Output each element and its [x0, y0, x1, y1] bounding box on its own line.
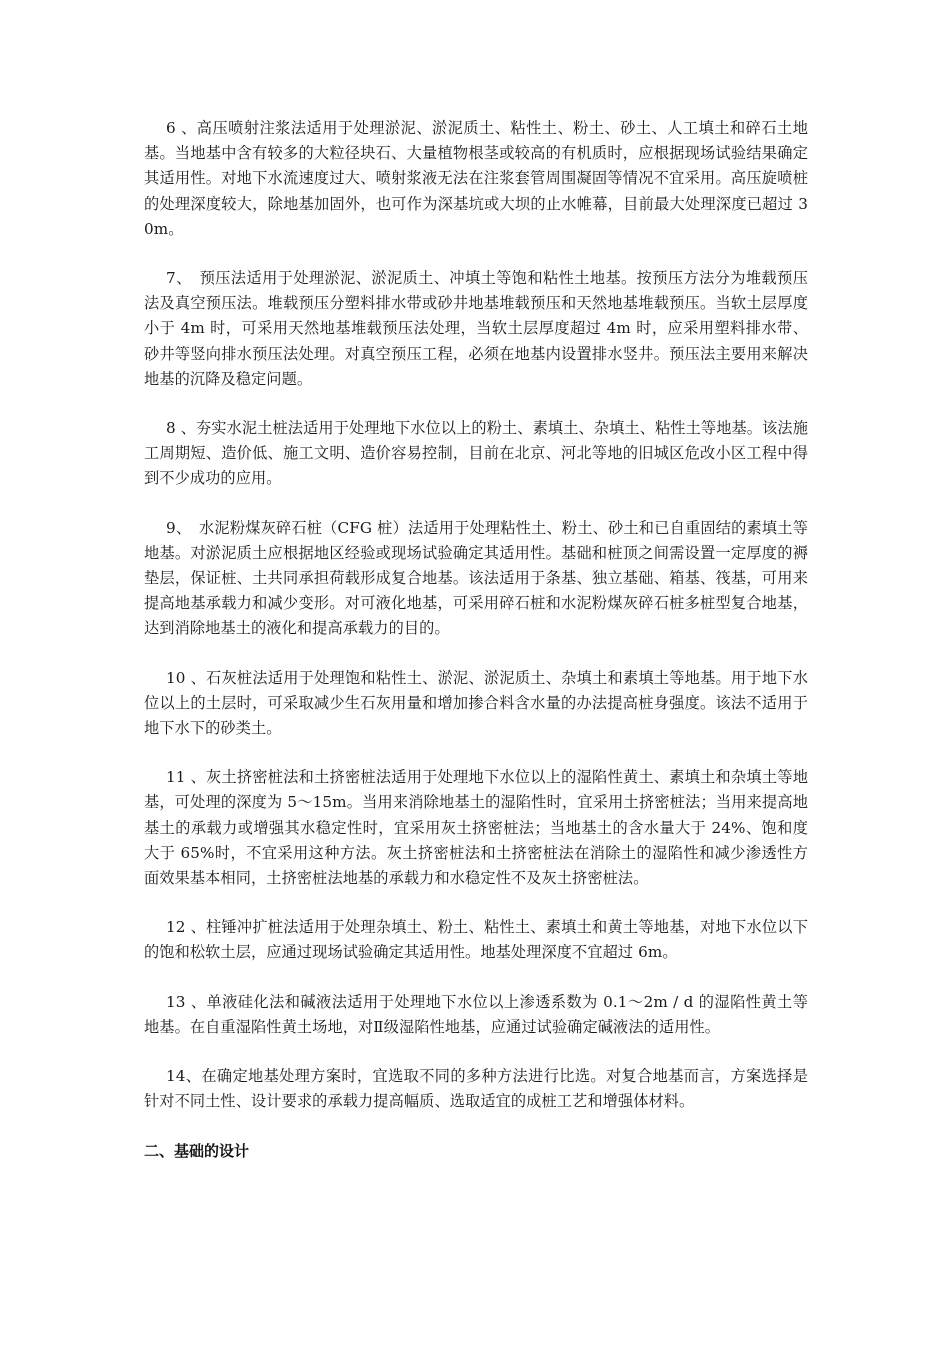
paragraph-item-13: 13 、单液硅化法和碱液法适用于处理地下水位以上渗透系数为 0.1～2m / d 的湿陷性黄土等地基。在自重湿陷性黄土场地，对Ⅱ级湿陷性地基，应通过试验确定碱液法的适用性。	[144, 992, 808, 1036]
document-page	[144, 116, 808, 1164]
paragraph-item-6: 6 、高压喷射注浆法适用于处理淤泥、淤泥质土、粘性土、粉土、砂土、人工填土和碎石土地基。当地基中含有较多的大粒径块石、大量植物根茎或较高的有机质时，应根据现场试验结果确定其适用性。对地下水流速度过大、喷射浆液无法在注浆套管周围凝固等情况不宜采用。高压旋喷桩的处理深度较大，除地基加固外，也可作为深基坑或大坝的止水帷幕，目前最大处理深度已超过 30m。	[144, 119, 808, 238]
paragraph-item-10: 10 、石灰桩法适用于处理饱和粘性土、淤泥、淤泥质土、杂填土和素填土等地基。用于地下水位以上的土层时，可采取减少生石灰用量和增加掺合料含水量的办法提高桩身强度。该法不适用于地下水下的砂类土。	[144, 668, 808, 738]
paragraph-item-9: 9、 水泥粉煤灰碎石桩（CFG 桩）法适用于处理粘性土、粉土、砂土和已自重固结的素填土等地基。对淤泥质土应根据地区经验或现场试验确定其适用性。基础和桩顶之间需设置一定厚度的褥垫层，保证桩、土共同承担荷载形成复合地基。该法适用于条基、独立基础、箱基、筏基，可用来提高地基承载力和减少变形。对可液化地基，可采用碎石桩和水泥粉煤灰碎石桩多桩型复合地基，达到消除地基土的液化和提高承载力的目的。	[144, 518, 808, 638]
paragraph-item-12: 12 、柱锤冲扩桩法适用于处理杂填土、粉土、粘性土、素填土和黄土等地基，对地下水位以下的饱和松软土层，应通过现场试验确定其适用性。地基处理深度不宜超过 6m。	[144, 918, 808, 962]
paragraph-item-14: 14、在确定地基处理方案时，宜选取不同的多种方法进行比选。对复合地基而言，方案选择是针对不同土性、设计要求的承载力提高幅质、选取适宜的成桩工艺和增强体材料。	[144, 1067, 808, 1111]
paragraph-item-7: 7、 预压法适用于处理淤泥、淤泥质土、冲填土等饱和粘性土地基。按预压方法分为堆载预压法及真空预压法。堆载预压分塑料排水带或砂井地基堆载预压和天然地基堆载预压。当软土层厚度小于 4m 时，可采用天然地基堆载预压法处理，当软土层厚度超过 4m 时，应采用塑料排水带、砂井等竖向排水预压法处理。对真空预压工程，必须在地基内设置排水竖井。预压法主要用来解决地基的沉降及稳定问题。	[144, 269, 808, 388]
paragraph-item-11: 11 、灰土挤密桩法和土挤密桩法适用于处理地下水位以上的湿陷性黄土、素填土和杂填土等地基，可处理的深度为 5～15m。当用来消除地基土的湿陷性时，宜采用土挤密桩法；当用来提高地基土的承载力或增强其水稳定性时，宜采用灰土挤密桩法；当地基土的含水量大于 24%、饱和度大于 65%时，不宜采用这种方法。灰土挤密桩法和土挤密桩法在消除土的湿陷性和减少渗透性方面效果基本相同，土挤密桩法地基的承载力和水稳定性不及灰土挤密桩法。	[144, 768, 808, 888]
section-heading: 二、基础的设计	[144, 1141, 250, 1160]
paragraph-item-8: 8 、夯实水泥土桩法适用于处理地下水位以上的粉土、素填土、杂填土、粘性土等地基。该法施工周期短、造价低、施工文明、造价容易控制，目前在北京、河北等地的旧城区危改小区工程中得到不少成功的应用。	[144, 419, 808, 488]
